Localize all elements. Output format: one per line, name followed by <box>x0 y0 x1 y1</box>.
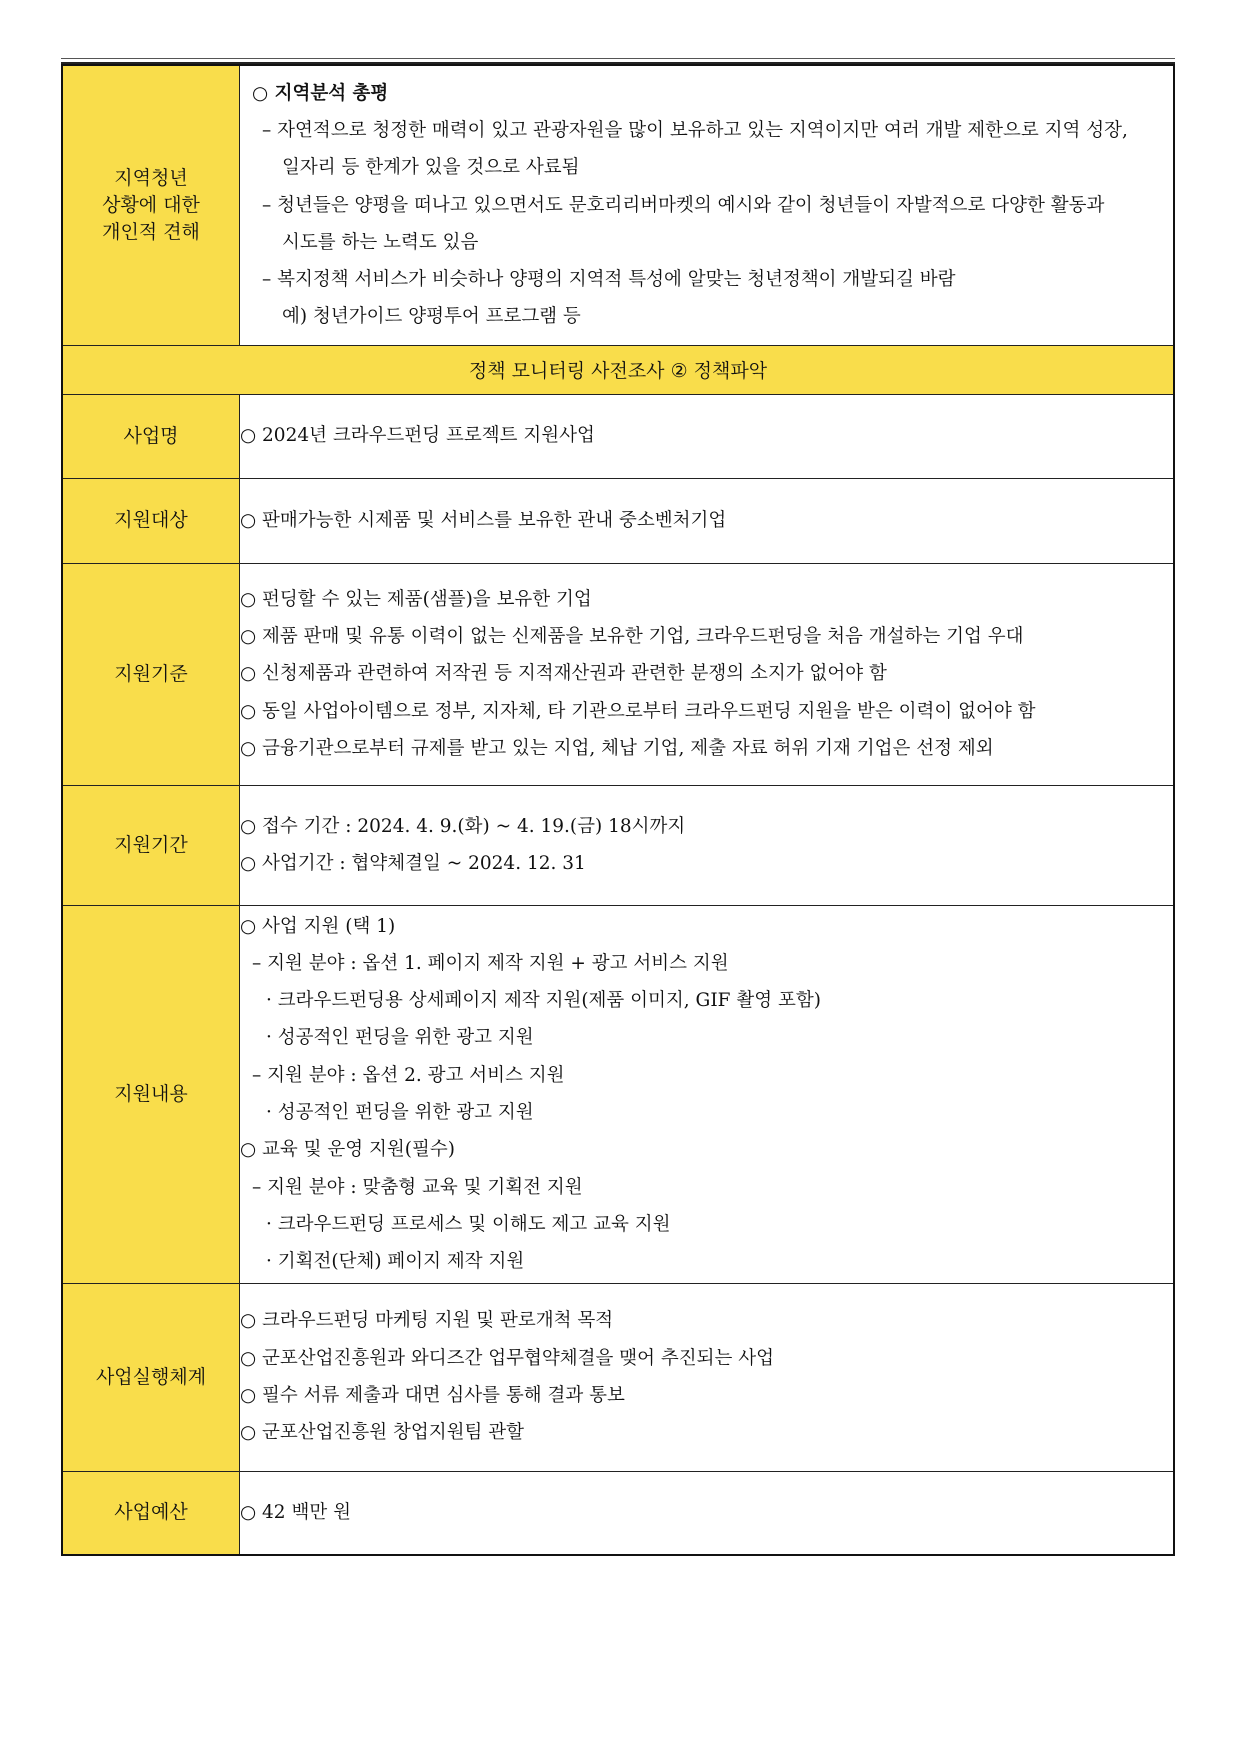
label-budget: 사업예산 <box>62 1471 240 1555</box>
youth-opinion-content <box>240 65 1175 345</box>
opinion-line: 시도를 하는 노력도 있음 <box>282 231 479 253</box>
content-line: ○ 사업기간 : 협약체결일 ~ 2024. 12. 31 <box>240 853 586 874</box>
row-target <box>62 478 1174 563</box>
row-section-title <box>62 345 1174 394</box>
row-content <box>62 905 1174 1283</box>
system-content <box>240 1283 1175 1471</box>
content-line: ○ 판매가능한 시제품 및 서비스를 보유한 관내 중소벤처기업 <box>240 509 727 531</box>
top-rule-thin <box>61 58 1175 59</box>
row-project-name <box>62 394 1174 478</box>
content-line: ○ 신청제품과 관련하여 저작권 등 지적재산권과 관련한 분쟁의 소지가 없어야 함 <box>240 663 887 685</box>
label-period: 지원기간 <box>62 785 240 905</box>
label-youth-opinion <box>62 65 240 345</box>
project-name-content <box>240 394 1175 478</box>
target-content <box>240 478 1175 563</box>
opinion-line: 예) 청년가이드 양평투어 프로그램 등 <box>282 306 581 328</box>
content-line: ○ 금융기관으로부터 규제를 받고 있는 지업, 체납 기업, 제출 자료 허위 기재 기업은 선정 제외 <box>240 737 994 759</box>
label-project-name: 사업명 <box>62 394 240 478</box>
label-line: 상황에 대한 <box>102 193 200 216</box>
content-line: ○ 군포산업진흥원과 와디즈간 업무협약체결을 맺어 추진되는 사업 <box>240 1347 774 1369</box>
content-line: ○ 군포산업진흥원 창업지원팀 관할 <box>240 1422 524 1444</box>
row-system <box>62 1283 1174 1471</box>
content-line: · 크라우드펀딩 프로세스 및 이해도 제고 교육 지원 <box>266 1213 671 1235</box>
content-line: ○ 교육 및 운영 지원(필수) <box>240 1139 455 1161</box>
content-line: · 성공적인 펀딩을 위한 광고 지원 <box>266 1027 534 1049</box>
label-system: 사업실행체계 <box>62 1283 240 1471</box>
content-line: ○ 2024년 크라우드펀딩 프로젝트 지원사업 <box>240 425 595 447</box>
budget-content <box>240 1471 1175 1555</box>
label-line: 지역청년 <box>114 166 188 189</box>
policy-monitoring-table <box>61 64 1175 1556</box>
summary-heading: ○ 지역분석 총평 <box>252 82 389 104</box>
opinion-line: – 자연적으로 청정한 매력이 있고 관광자원을 많이 보유하고 있는 지역이지만 여러 개발 제한으로 지역 성장, <box>262 120 1128 141</box>
period-content <box>240 785 1175 905</box>
label-line: 개인적 견해 <box>102 220 200 243</box>
criteria-content <box>240 563 1175 785</box>
row-criteria <box>62 563 1174 785</box>
content-line: – 지원 분야 : 옵션 2. 광고 서비스 지원 <box>252 1064 565 1086</box>
content-line: · 기획전(단체) 페이지 제작 지원 <box>266 1251 525 1273</box>
content-line: ○ 필수 서류 제출과 대면 심사를 통해 결과 통보 <box>240 1385 625 1406</box>
content-line: ○ 제품 판매 및 유통 이력이 없는 신제품을 보유한 기업, 크라우드펀딩을 처음 개설하는 기업 우대 <box>240 626 1024 648</box>
content-line: – 지원 분야 : 맞춤형 교육 및 기획전 지원 <box>252 1176 583 1198</box>
row-youth-opinion <box>62 65 1174 345</box>
content-line: – 지원 분야 : 옵션 1. 페이지 제작 지원 + 광고 서비스 지원 <box>252 952 729 974</box>
section-title: 정책 모니터링 사전조사 ② 정책파악 <box>62 345 1174 394</box>
opinion-line: 일자리 등 한계가 있을 것으로 사료됨 <box>282 157 580 179</box>
content-line: · 크라우드펀딩용 상세페이지 제작 지원(제품 이미지, GIF 촬영 포함) <box>266 990 821 1012</box>
label-content: 지원내용 <box>62 905 240 1283</box>
row-period <box>62 785 1174 905</box>
content-line: ○ 동일 사업아이템으로 정부, 지자체, 타 기관으로부터 크라우드펀딩 지원을 받은 이력이 없어야 함 <box>240 700 1036 722</box>
content-line: ○ 크라우드펀딩 마케팅 지원 및 판로개척 목적 <box>240 1310 614 1332</box>
content-line: · 성공적인 펀딩을 위한 광고 지원 <box>266 1102 534 1123</box>
content-line: ○ 사업 지원 (택 1) <box>240 915 396 937</box>
content-line: ○ 접수 기간 : 2024. 4. 9.(화) ~ 4. 19.(금) 18시까지 <box>240 815 686 837</box>
content-line: ○ 42 백만 원 <box>240 1502 351 1524</box>
label-target: 지원대상 <box>62 478 240 563</box>
support-content <box>240 905 1175 1283</box>
opinion-line: – 복지정책 서비스가 비슷하나 양평의 지역적 특성에 알맞는 청년정책이 개발되길 바람 <box>262 269 956 291</box>
row-budget <box>62 1471 1174 1555</box>
content-line: ○ 펀딩할 수 있는 제품(샘플)을 보유한 기업 <box>240 588 592 610</box>
opinion-line: – 청년들은 양평을 떠나고 있으면서도 문호리리버마켓의 예시와 같이 청년들이 자발적으로 다양한 활동과 <box>262 194 1105 216</box>
label-criteria: 지원기준 <box>62 563 240 785</box>
